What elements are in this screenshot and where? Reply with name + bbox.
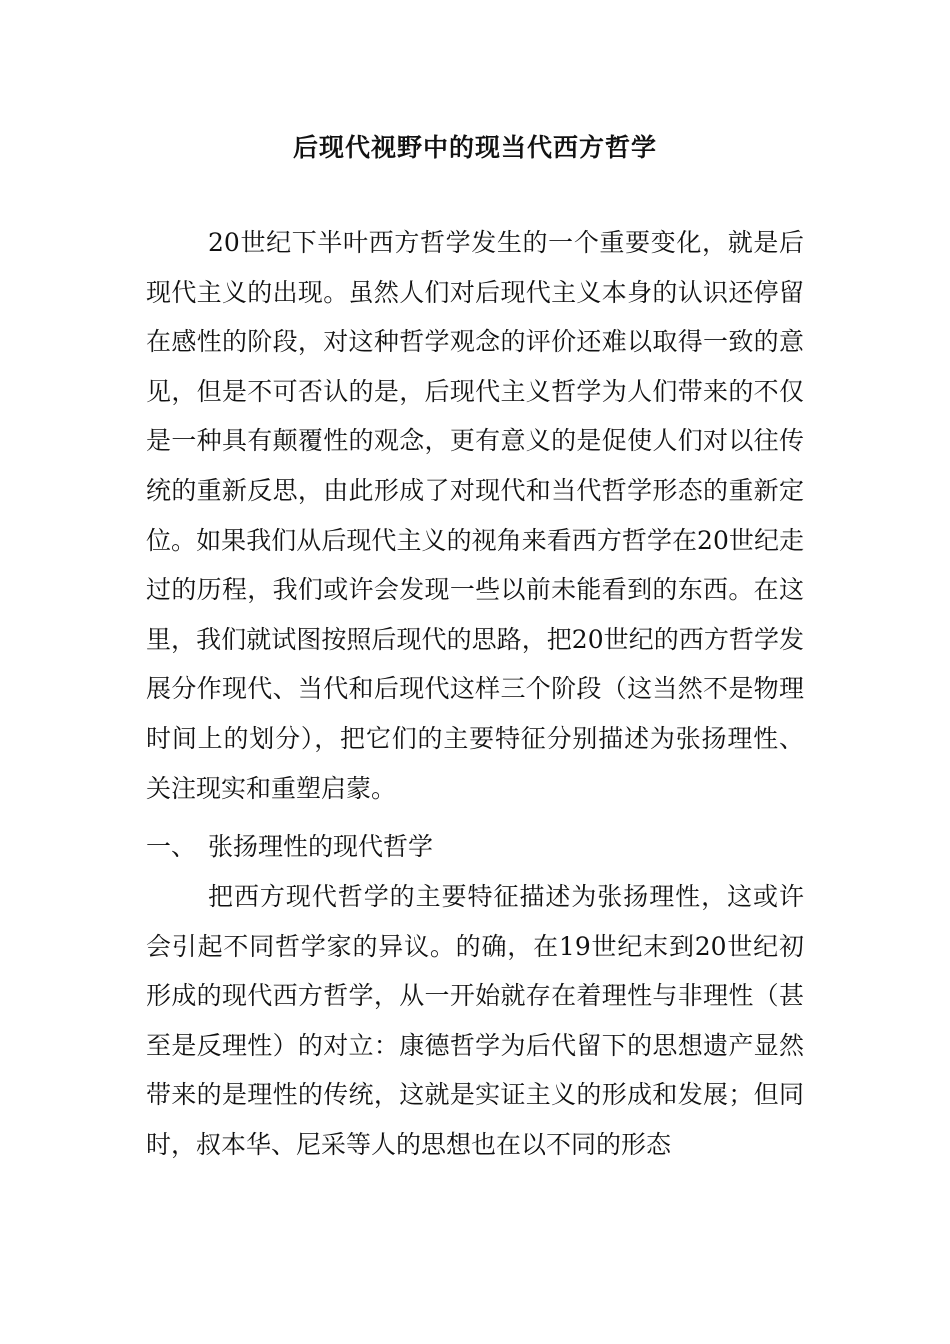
- paragraph-section-one: 把西方现代哲学的主要特征描述为张扬理性，这或许会引起不同哲学家的异议。的确，在19世纪末到20世纪初形成的现代西方哲学，从一开始就存在着理性与非理性（甚至是反理性）的对立：康德哲学为后代留下的思想遗产显然带来的是理性的传统，这就是实证主义的形成和发展；但同时，叔本华、尼采等人的思想也在以不同的形态: [146, 882, 804, 1159]
- section-heading-text: 张扬理性的现代哲学: [208, 832, 434, 861]
- section-heading: [146, 822, 433, 872]
- intro-section: [146, 218, 804, 813]
- section-number: 一、: [146, 832, 197, 861]
- paragraph-intro: 20世纪下半叶西方哲学发生的一个重要变化，就是后现代主义的出现。虽然人们对后现代主义本身的认识还停留在感性的阶段，对这种哲学观念的评价还难以取得一致的意见，但是不可否认的是，后现代主义哲学为人们带来的不仅是一种具有颠覆性的观念，更有意义的是促使人们对以往传统的重新反思，由此形成了对现代和当代哲学形态的重新定位。如果我们从后现代主义的视角来看西方哲学在20世纪走过的历程，我们或许会发现一些以前未能看到的东西。在这里，我们就试图按照后现代的思路，把20世纪的西方哲学发展分作现代、当代和后现代这样三个阶段（这当然不是物理时间上的划分），把它们的主要特征分别描述为张扬理性、关注现实和重塑启蒙。: [146, 228, 804, 803]
- section-one-body: [146, 872, 804, 1170]
- document-title: 后现代视野中的现当代西方哲学: [292, 133, 657, 162]
